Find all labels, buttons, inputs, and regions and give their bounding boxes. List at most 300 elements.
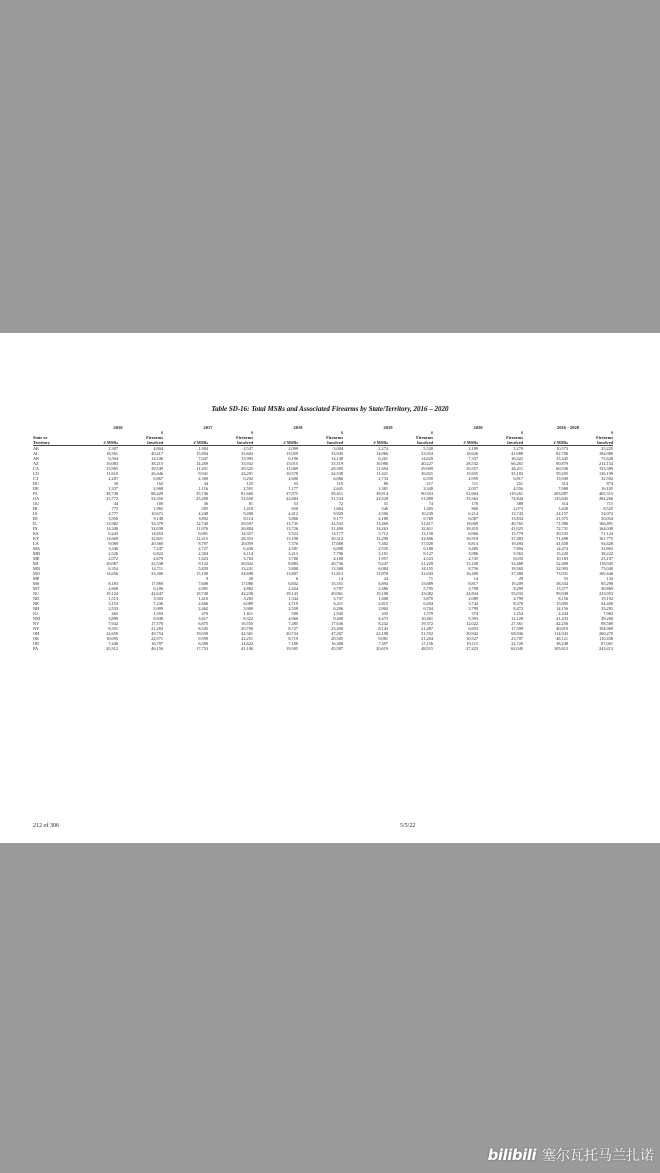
value-cell: 114,943 (554, 631, 568, 636)
value-cell: 170 (471, 501, 478, 506)
value-cell: 2,719 (288, 601, 298, 606)
value-cell: 6,292 (243, 476, 253, 481)
value-cell: 5,829 (198, 566, 208, 571)
value-cell: 19,494 (511, 541, 523, 546)
document-page (0, 333, 660, 843)
value-cell: 8,232 (378, 621, 388, 626)
value-cell: 314 (561, 501, 568, 506)
value-cell: 3,892 (198, 516, 208, 521)
value-cell: 1,544 (288, 596, 298, 601)
value-cell: 10,578 (286, 471, 298, 476)
value-cell: 26,211 (511, 466, 523, 471)
value-cell: 5,800 (288, 566, 298, 571)
value-cell: 42,256 (556, 621, 568, 626)
value-cell: 9,941 (198, 471, 208, 476)
value-cell: 251 (516, 481, 523, 486)
value-cell: 26,821 (421, 471, 433, 476)
msrs-column-header-line: # MSRs (193, 440, 208, 445)
value-cell: 82,706 (556, 451, 568, 456)
value-cell: 3,617 (198, 616, 208, 621)
value-cell: 1,957 (378, 556, 388, 561)
state-cell: NY (33, 626, 40, 631)
value-cell: 773 (111, 506, 118, 511)
value-cell: 24,834 (466, 591, 478, 596)
value-cell: 6,436 (243, 546, 253, 551)
value-cell: 20,700 (241, 626, 253, 631)
state-cell: KY (33, 536, 40, 541)
state-cell: NJ (33, 611, 38, 616)
value-cell: 585 (201, 506, 208, 511)
value-cell: 2,641 (333, 486, 343, 491)
value-cell: 53 (293, 481, 298, 486)
value-cell: 13,377 (556, 586, 568, 591)
value-cell: 3,503 (153, 596, 163, 601)
value-cell: 23,772 (106, 496, 118, 501)
value-cell: 6,066 (333, 476, 343, 481)
value-cell: 2,968 (153, 486, 163, 491)
value-cell: 9,929 (333, 511, 343, 516)
value-cell: 9,769 (423, 516, 433, 521)
firearms-column-header-line: # (340, 430, 343, 435)
value-cell: 4,556 (513, 486, 523, 491)
value-cell: 9,599 (198, 636, 208, 641)
value-cell: 20,360 (151, 541, 163, 546)
state-cell: MD (33, 551, 40, 556)
value-cell: 5,004 (333, 446, 343, 451)
value-cell: 43,082 (421, 591, 433, 596)
value-cell: 10,183 (556, 556, 568, 561)
value-cell: 10,461 (421, 616, 433, 621)
value-cell: 37,386 (511, 571, 523, 576)
column-header-row (33, 430, 613, 446)
value-cell: 72,731 (556, 526, 568, 531)
value-cell: 34,400 (601, 601, 613, 606)
value-cell: 6,261 (378, 456, 388, 461)
value-cell: 71,124 (601, 531, 613, 536)
value-cell: 7,894 (513, 546, 523, 551)
value-cell: 88,429 (151, 491, 163, 496)
value-cell: 7,247 (153, 546, 163, 551)
page-number: 212 of 306 (33, 823, 59, 829)
msrs-column-header (250, 430, 298, 446)
value-cell: 30,535 (556, 531, 568, 536)
state-cell: DE (33, 486, 39, 491)
firearms-column-header-line: Firearms (326, 435, 343, 440)
value-cell: 35,519 (331, 461, 343, 466)
value-cell: 1,410 (198, 596, 208, 601)
value-cell: 4,248 (198, 511, 208, 516)
value-cell: 8,472 (513, 606, 523, 611)
value-cell: 37,483 (511, 536, 523, 541)
value-cell: 40,961 (331, 591, 343, 596)
value-cell: 60,536 (556, 466, 568, 471)
value-cell: 17,399 (511, 626, 523, 631)
value-cell: 7,576 (288, 541, 298, 546)
year-2017: 2017 (203, 425, 213, 430)
value-cell: 19,505 (286, 646, 298, 651)
value-cell: 125,645 (554, 496, 568, 501)
value-cell: 18,740 (196, 591, 208, 596)
value-cell: 2,581 (288, 546, 298, 551)
msrs-column-header-line: # MSRs (373, 440, 388, 445)
value-cell: 169,446 (599, 571, 613, 576)
state-cell: MA (33, 546, 40, 551)
value-cell: 14,156 (556, 606, 568, 611)
value-cell: 15,983 (241, 456, 253, 461)
value-cell: 5,520 (423, 446, 433, 451)
state-cell: GA (33, 496, 40, 501)
value-cell: 1,254 (513, 611, 523, 616)
value-cell: 36 (203, 501, 208, 506)
value-cell: 19,372 (421, 621, 433, 626)
value-cell: 23,200 (331, 626, 343, 631)
value-cell: 51,533 (331, 496, 343, 501)
value-cell: 17,028 (421, 541, 433, 546)
value-cell: 2,815 (378, 601, 388, 606)
value-cell: 55,033 (511, 591, 523, 596)
value-cell: 24 (383, 576, 388, 581)
firearms-column-header-line: Firearms (416, 435, 433, 440)
firearms-column-header (298, 430, 343, 446)
value-cell: 29,597 (241, 521, 253, 526)
value-cell: 6 (295, 576, 298, 581)
value-cell: 284,266 (599, 496, 613, 501)
value-cell: 119,261 (509, 491, 523, 496)
value-cell: 119 (336, 481, 343, 486)
value-cell: 8,817 (468, 581, 478, 586)
value-cell: 9,363 (513, 551, 523, 556)
value-cell: 17,636 (331, 621, 343, 626)
value-cell: 14,966 (376, 451, 388, 456)
value-cell: 2,089 (468, 596, 478, 601)
value-cell: 75,040 (601, 566, 613, 571)
value-cell: 7,608 (198, 581, 208, 586)
value-cell: 26,884 (241, 526, 253, 531)
value-cell: 35,602 (241, 451, 253, 456)
value-cell: 51,552 (421, 631, 433, 636)
value-cell: 6,867 (153, 476, 163, 481)
value-cell: 15,779 (511, 531, 523, 536)
value-cell: 7,642 (108, 621, 118, 626)
value-cell: 52,409 (556, 561, 568, 566)
value-cell: 1,945 (333, 611, 343, 616)
value-cell: 14,669 (106, 536, 118, 541)
state-cell: AK (33, 446, 40, 451)
value-cell: 15,351 (331, 581, 343, 586)
value-cell: 7,397 (378, 641, 388, 646)
value-cell: 42,361 (241, 631, 253, 636)
value-cell: 4,168 (333, 556, 343, 561)
value-cell: 14,269 (196, 461, 208, 466)
value-cell: 546 (381, 506, 388, 511)
value-cell: 8,156 (558, 596, 568, 601)
value-cell: 656 (291, 506, 298, 511)
value-cell: 3,708 (468, 586, 478, 591)
state-cell: CO (33, 471, 39, 476)
value-cell: 4,180 (378, 516, 388, 521)
value-cell: 2,733 (378, 476, 388, 481)
value-cell: 7,485 (288, 621, 298, 626)
state-cell: MO (33, 571, 40, 576)
value-cell: 73,931 (556, 571, 568, 576)
value-cell: 500 (291, 611, 298, 616)
value-cell: 33,932 (241, 461, 253, 466)
value-cell: 2,300 (198, 476, 208, 481)
value-cell: 52,650 (241, 496, 253, 501)
value-cell: 13,982 (106, 521, 118, 526)
value-cell: 19,124 (106, 591, 118, 596)
value-cell: 6,106 (153, 586, 163, 591)
value-cell: 72 (338, 501, 343, 506)
value-cell: 3,890 (108, 616, 118, 621)
value-cell: 2,207 (108, 476, 118, 481)
value-cell: 1,405 (423, 506, 433, 511)
value-cell: 2,057 (468, 486, 478, 491)
value-cell: 28,395 (331, 466, 343, 471)
value-cell: 470 (201, 611, 208, 616)
state-cell: CA (33, 466, 39, 471)
value-cell: 52,604 (466, 491, 478, 496)
value-cell: 16,083 (106, 461, 118, 466)
value-cell: 19,108 (376, 591, 388, 596)
state-cell: MT (33, 586, 40, 591)
value-cell: 13,834 (511, 516, 523, 521)
value-cell: 45,587 (331, 646, 343, 651)
value-cell: 435 (381, 611, 388, 616)
value-cell: 3,349 (423, 486, 433, 491)
value-cell: 860 (471, 506, 478, 511)
value-cell: 9,400 (333, 616, 343, 621)
value-cell: 13,198 (286, 536, 298, 541)
value-cell: 162 (156, 481, 163, 486)
value-cell: 3,799 (468, 606, 478, 611)
value-cell: 3,283 (243, 596, 253, 601)
value-cell: 11,421 (376, 471, 388, 476)
value-cell: 14,629 (421, 456, 433, 461)
value-cell: 31 (383, 501, 388, 506)
value-cell: 4,882 (243, 586, 253, 591)
value-cell: 110,438 (599, 636, 613, 641)
value-cell: 465 (111, 611, 118, 616)
firearms-column-header-line: Involved (327, 440, 343, 445)
value-cell: 19,039 (196, 631, 208, 636)
value-cell: 4,679 (153, 556, 163, 561)
value-cell: 9,132 (198, 561, 208, 566)
value-cell: 2,533 (108, 606, 118, 611)
value-cell: 62,049 (511, 646, 523, 651)
value-cell: 8,183 (108, 581, 118, 586)
value-cell: 22,684 (286, 496, 298, 501)
value-cell: 14,546 (151, 456, 163, 461)
value-cell: 49,260 (601, 616, 613, 621)
value-cell: 39,549 (151, 466, 163, 471)
value-cell: 38,222 (601, 551, 613, 556)
value-cell: 6,008 (333, 546, 343, 551)
value-cell: 33,863 (601, 546, 613, 551)
value-cell: 33,306 (151, 571, 163, 576)
value-cell: 32,611 (421, 526, 433, 531)
value-cell: 2,486 (378, 586, 388, 591)
year-total: 2016 - 2020 (556, 425, 580, 430)
value-cell: 100 (156, 501, 163, 506)
state-cell: MP (33, 576, 40, 581)
value-cell: 14,155 (421, 566, 433, 571)
value-cell: 1,623 (198, 556, 208, 561)
state-cell: MS (33, 581, 40, 586)
value-cell: 14,656 (106, 571, 118, 576)
value-cell: 12,740 (196, 521, 208, 526)
value-cell: 1,337 (108, 486, 118, 491)
state-cell: NV (33, 621, 40, 626)
value-cell: 68,936 (511, 631, 523, 636)
value-cell: 33,281 (601, 606, 613, 611)
value-cell: 3,346 (108, 546, 118, 551)
value-cell: 15,689 (421, 581, 433, 586)
value-cell: 4,506 (378, 511, 388, 516)
value-cell: 6,966 (468, 531, 478, 536)
value-cell: 5,393 (468, 616, 478, 621)
value-cell: 14 (473, 576, 478, 581)
value-cell: 18,069 (466, 521, 478, 526)
value-cell: 13,460 (376, 521, 388, 526)
value-cell: 6,214 (468, 511, 478, 516)
watermark (488, 1143, 654, 1167)
value-cell: 2,600 (288, 476, 298, 481)
state-cell: DC (33, 481, 39, 486)
value-cell: 8,797 (198, 541, 208, 546)
firearms-column-header (388, 430, 433, 446)
value-cell: 59,205 (556, 471, 568, 476)
value-cell: 9 (205, 576, 208, 581)
value-cell: 17,080 (241, 581, 253, 586)
value-cell: 23,107 (601, 556, 613, 561)
state-cell: OK (33, 636, 40, 641)
value-cell: 7,068 (558, 486, 568, 491)
state-cell: ME (33, 556, 40, 561)
value-cell: 42,230 (241, 591, 253, 596)
value-cell: 153,389 (599, 466, 613, 471)
value-cell: 22,971 (151, 636, 163, 641)
value-cell: 8,727 (288, 626, 298, 631)
state-cell: NE (33, 601, 39, 606)
value-cell: 33,945 (331, 451, 343, 456)
value-cell: 5,909 (153, 606, 163, 611)
value-cell: 16,322 (511, 456, 523, 461)
value-cell: 3,986 (468, 551, 478, 556)
value-cell: 10,671 (151, 511, 163, 516)
value-cell: 2,073 (513, 506, 523, 511)
state-cell: MI (33, 561, 39, 566)
value-cell: 4,523 (423, 556, 433, 561)
value-cell: 22,650 (106, 631, 118, 636)
value-cell: 29,325 (241, 466, 253, 471)
value-cell: 134 (606, 576, 613, 581)
value-cell: 4,799 (513, 596, 523, 601)
value-cell: 7,796 (333, 551, 343, 556)
msrs-column-header (430, 430, 478, 446)
state-cell: PA (33, 646, 39, 651)
value-cell: 10,527 (466, 636, 478, 641)
value-cell: 1,664 (333, 506, 343, 511)
value-cell: 3,153 (108, 601, 118, 606)
state-cell: ND (33, 596, 40, 601)
value-cell: 30 (113, 481, 118, 486)
value-cell: 32,806 (421, 536, 433, 541)
value-cell: 1,418 (243, 506, 253, 511)
value-cell: 20,619 (376, 646, 388, 651)
value-cell: 118,945 (599, 561, 613, 566)
value-cell: 4,777 (108, 511, 118, 516)
year-2019: 2019 (383, 425, 393, 430)
value-cell: 19,565 (511, 566, 523, 571)
value-cell: 12,022 (466, 621, 478, 626)
value-cell: 23,707 (511, 636, 523, 641)
value-cell: 20 (248, 576, 253, 581)
bilibili-logo: bilibili (487, 1146, 536, 1164)
value-cell: 38,248 (556, 641, 568, 646)
value-cell: 13,177 (331, 531, 343, 536)
value-cell: 10,239 (421, 511, 433, 516)
value-cell: 2,666 (198, 601, 208, 606)
state-cell: MN (33, 566, 40, 571)
value-cell: 9,081 (378, 636, 388, 641)
value-cell: 23,298 (196, 496, 208, 501)
value-cell: 3,191 (378, 551, 388, 556)
value-cell: 41,025 (511, 526, 523, 531)
state-cell: CT (33, 476, 39, 481)
value-cell: 98,500 (601, 621, 613, 626)
value-cell: 2,307 (108, 446, 118, 451)
watermark-username: 塞尔瓦托马兰扎诺 (542, 1148, 654, 1164)
value-cell: 10,087 (106, 561, 118, 566)
value-cell: 99,949 (556, 591, 568, 596)
value-cell: 161,775 (599, 536, 613, 541)
value-cell: 17,753 (196, 646, 208, 651)
state-column-header (33, 430, 73, 446)
value-cell: 41,106 (241, 646, 253, 651)
value-cell: 25,225 (601, 446, 613, 451)
value-cell: 6,243 (108, 531, 118, 536)
value-cell: 2,304 (198, 551, 208, 556)
value-cell: 22,538 (151, 561, 163, 566)
data-table (33, 425, 613, 651)
value-cell: 20,505 (331, 636, 343, 641)
value-cell: 41,658 (556, 541, 568, 546)
value-cell: 17,969 (151, 581, 163, 586)
year-2020: 2020 (473, 425, 483, 430)
value-cell: 12,415 (196, 536, 208, 541)
value-cell: 6,653 (468, 626, 478, 631)
value-cell: 15,894 (196, 451, 208, 456)
value-cell: 13,241 (241, 566, 253, 571)
value-cell: 10,115 (466, 641, 478, 646)
value-cell: 16,980 (376, 461, 388, 466)
value-cell: 8,143 (378, 626, 388, 631)
value-cell: 184,986 (599, 451, 613, 456)
value-cell: 13,949 (556, 476, 568, 481)
value-cell: 3,420 (558, 506, 568, 511)
msrs-column-header-line: # MSRs (283, 440, 298, 445)
value-cell: 71,986 (556, 521, 568, 526)
value-cell: 214,154 (599, 461, 613, 466)
state-cell: GU (33, 501, 40, 506)
value-cell: 87,001 (601, 641, 613, 646)
value-cell: 90,354 (421, 491, 433, 496)
value-cell: 2,745 (468, 556, 478, 561)
value-cell: 7,047 (198, 456, 208, 461)
value-cell: 28,532 (466, 461, 478, 466)
value-cell: 22,528 (376, 496, 388, 501)
